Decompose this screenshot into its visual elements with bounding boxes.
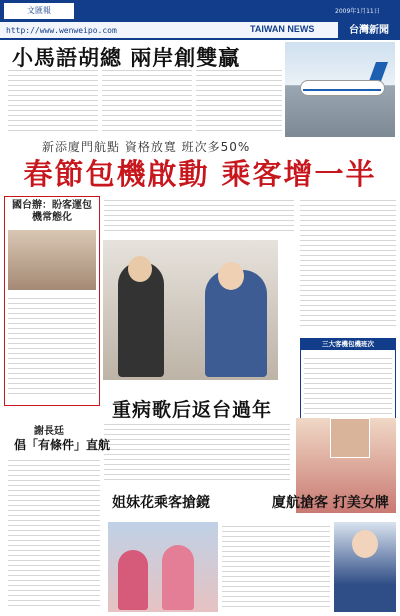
sidebar-title: 國台辦：盼客運包機常態化 [12,200,92,223]
lead-text [104,196,294,236]
right-column-text [300,196,396,334]
site-url[interactable]: http://www.wenweipo.com [6,26,117,35]
section-label-zh: 台灣新聞 [338,22,400,40]
xie-title: 謝長廷 [34,426,64,437]
article-column-1 [8,66,98,134]
xie-headline: 倡「有條件」直航 [14,438,111,452]
sick-singer-text [104,420,290,486]
sisters-text [222,522,330,612]
photo-person-attendant-face [218,262,244,290]
flight-info-table [304,354,392,418]
hospital-inset-photo [330,418,370,458]
sister-1 [118,550,148,610]
article-column-3 [196,66,282,134]
photo-person-man-face [128,256,152,282]
issue-date: 2009年1月11日 [335,8,380,15]
flight-info-title: 三大客機包機班次 [300,338,396,350]
sub-headline: 新添廈門航點 資格放寬 班次多50% [42,140,251,154]
newspaper-logo: 文匯報 [4,3,74,19]
sick-singer-headline: 重病歌后返台過年 [112,399,273,421]
airplane-stripe [303,89,381,91]
xie-article-text [8,456,100,612]
article-column-2 [102,66,192,134]
sidebar-text [8,294,96,402]
airplane-fuselage [300,80,385,96]
red-headline: 春節包機啟動 乘客增一半 [23,157,377,191]
sisters-headline: 姐妹花乘客搶鏡 [112,495,210,511]
top-headline: 小馬語胡總 兩岸創雙贏 [12,45,241,70]
section-label-en: TAIWAN NEWS [250,24,315,34]
xiamen-headline: 廈航搶客 打美女牌 [272,495,389,511]
sidebar-photo [8,230,96,290]
sister-2 [162,545,194,610]
stewardess-face [352,530,378,558]
